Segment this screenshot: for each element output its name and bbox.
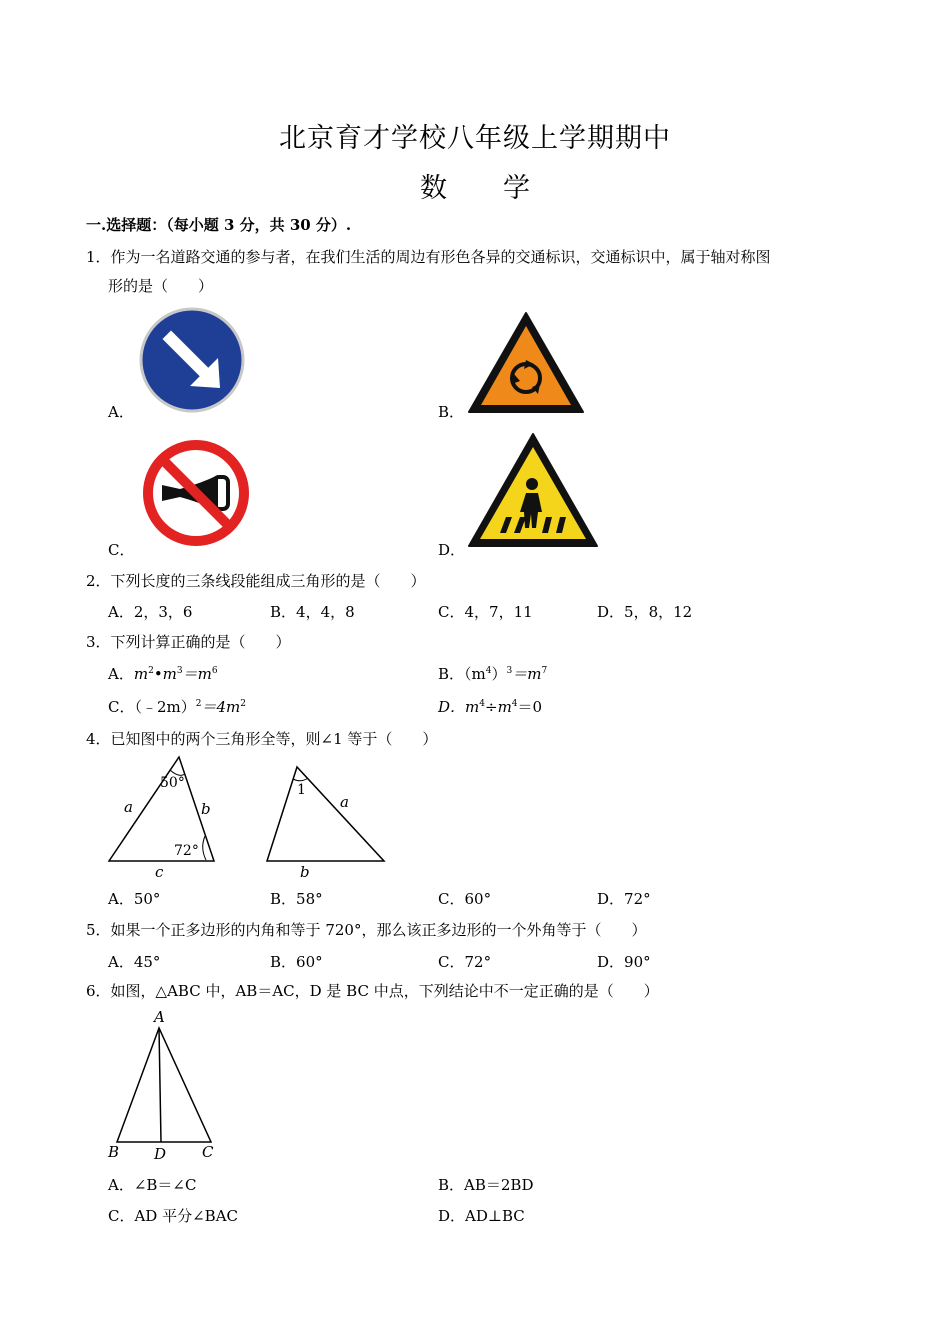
subject-char: 数 — [420, 173, 447, 204]
exponent: 4 — [485, 666, 492, 676]
option-prefix: D．m — [438, 698, 480, 716]
keep-right-sign-icon — [138, 306, 248, 414]
option-prefix: B．（m — [438, 665, 486, 683]
triangle-abc — [117, 1028, 211, 1142]
exponent: 2 — [148, 666, 154, 676]
exponent: 2 — [195, 699, 202, 709]
question-5-text: 5．如果一个正多边形的内角和等于 720°，那么该正多边形的一个外角等于（ ） — [86, 921, 647, 939]
exam-subject — [0, 166, 950, 205]
question-3-text: 3．下列计算正确的是（ ） — [86, 633, 291, 651]
q5-option-c: C．72° — [438, 953, 492, 971]
q4-option-b: B．58° — [270, 890, 323, 908]
q2-option-c: C．4，7，11 — [438, 603, 533, 621]
angle-72-label: 72° — [174, 843, 199, 859]
expr: ＝m — [182, 665, 212, 683]
exponent: 6 — [211, 666, 218, 676]
triangle-right — [267, 767, 384, 861]
q3-option-c — [108, 696, 246, 717]
exponent: 3 — [506, 666, 513, 676]
q5-option-a: A．45° — [108, 953, 161, 971]
isosceles-triangle-figure — [104, 1004, 224, 1166]
vertex-d-label: D — [154, 1145, 167, 1163]
side-b-label: b — [300, 863, 310, 881]
q6-option-b: B．AB＝2BD — [438, 1176, 534, 1194]
angle-50-label: 50° — [160, 775, 185, 791]
side-b-label: b — [201, 800, 211, 818]
angle-1-label: 1 — [297, 782, 306, 798]
expr: •m — [153, 665, 177, 683]
q1-option-c-label: C． — [108, 541, 135, 559]
exam-title: 北京育才学校八年级上学期期中 — [279, 123, 671, 154]
question-1-text-cont: 形的是（ ） — [108, 277, 214, 295]
q6-option-a: A．∠B＝∠C — [108, 1176, 197, 1194]
q4-option-d: D．72° — [597, 890, 651, 908]
side-c-label: c — [155, 863, 164, 881]
pedestrian-crossing-sign-icon — [466, 432, 600, 550]
exponent: 4 — [479, 699, 485, 709]
q6-option-d: D．AD⊥BC — [438, 1207, 525, 1225]
q3-option-a — [108, 663, 218, 684]
expr: m — [133, 665, 149, 683]
side-a-label: a — [340, 793, 349, 811]
q2-option-b: B．4，4，8 — [270, 603, 355, 621]
vertex-b-label: B — [108, 1143, 120, 1161]
expr: ＝4m — [201, 698, 241, 716]
question-1-text: 1．作为一名道路交通的参与者，在我们生活的周边有形色各异的交通标识，交通标识中，属于轴对称图 — [86, 248, 771, 266]
vertex-a-label: A — [154, 1008, 165, 1026]
subject-char: 学 — [503, 173, 530, 204]
q5-option-b: B．60° — [270, 953, 323, 971]
expr: ） — [491, 665, 507, 683]
option-prefix: A． — [108, 665, 134, 683]
median-ad — [159, 1028, 161, 1142]
angle-arc — [293, 778, 308, 781]
expr: ÷m — [485, 698, 512, 716]
no-honking-sign-icon — [140, 437, 252, 549]
option-prefix: C．（﹣2m） — [108, 698, 196, 716]
congruent-triangles-figure — [104, 752, 394, 882]
exponent: 2 — [240, 699, 246, 709]
q4-option-a: A．50° — [108, 890, 161, 908]
q5-option-d: D．90° — [597, 953, 651, 971]
q3-option-b — [438, 663, 547, 684]
exponent: 7 — [541, 666, 548, 676]
angle-arc — [203, 836, 206, 860]
question-2-text: 2．下列长度的三条线段能组成三角形的是（ ） — [86, 572, 426, 590]
roundabout-warning-sign-icon — [466, 310, 586, 416]
vertex-c-label: C — [202, 1143, 214, 1161]
exponent: 3 — [176, 666, 183, 676]
q4-option-c: C．60° — [438, 890, 492, 908]
q2-option-d: D．5，8，12 — [597, 603, 693, 621]
q6-option-c: C．AD 平分∠BAC — [108, 1207, 239, 1225]
expr: ＝0 — [517, 698, 543, 716]
exponent: 4 — [511, 699, 518, 709]
section-heading: 一.选择题：（每小题 3 分，共 30 分）. — [86, 216, 352, 234]
q1-option-a-label: A． — [108, 403, 134, 421]
q3-option-d — [438, 696, 542, 717]
q1-option-b-label: B． — [438, 403, 465, 421]
expr: ＝m — [512, 665, 542, 683]
question-4-text: 4．已知图中的两个三角形全等，则∠1 等于（ ） — [86, 730, 438, 748]
q2-option-a: A．2，3，6 — [108, 603, 193, 621]
side-a-label: a — [124, 798, 133, 816]
question-6-text: 6．如图，△ABC 中，AB＝AC，D 是 BC 中点，下列结论中不一定正确的是（ ） — [86, 982, 659, 1000]
q1-option-d-label: D． — [438, 541, 466, 559]
